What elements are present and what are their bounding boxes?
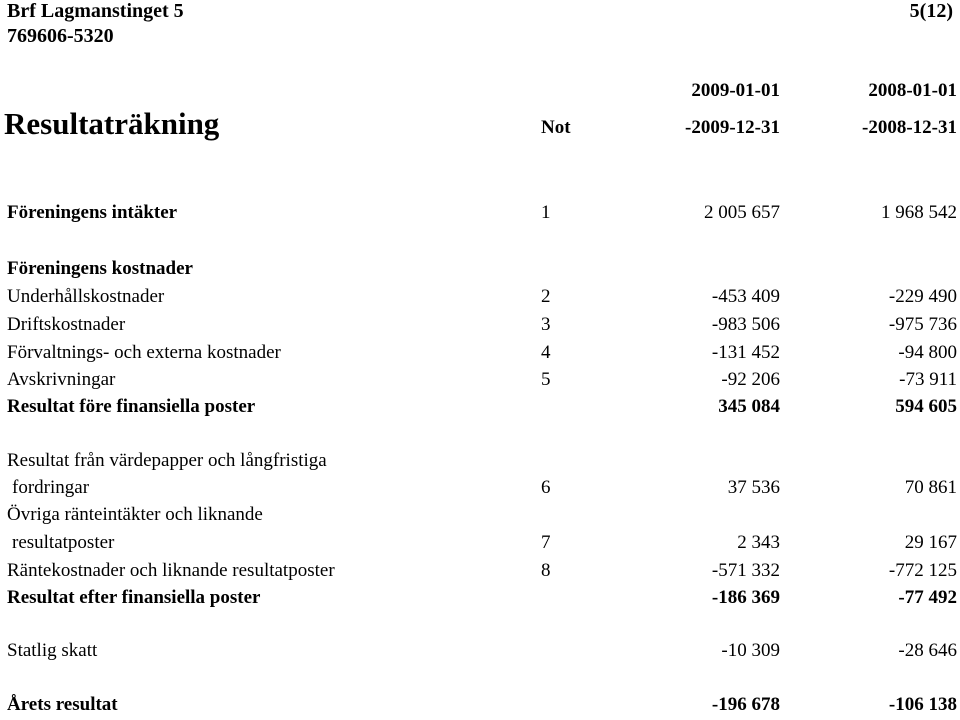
- row-label: Avskrivningar: [7, 369, 116, 390]
- row-value-2009: -10 309: [721, 640, 780, 661]
- row-value-2008: 29 167: [904, 532, 957, 553]
- row-value-2009: -186 369: [711, 587, 780, 608]
- table-row: [0, 532, 960, 558]
- note-column-header: Not: [541, 117, 571, 138]
- table-row: [0, 450, 960, 476]
- row-value-2009: 345 084: [718, 396, 780, 417]
- row-label: Resultat efter finansiella poster: [7, 587, 261, 608]
- row-value-2008: -94 800: [898, 342, 957, 363]
- row-value-2009: -131 452: [711, 342, 780, 363]
- row-value-2008: -229 490: [888, 286, 957, 307]
- row-label: Statlig skatt: [7, 640, 98, 661]
- table-row: [0, 342, 960, 368]
- row-value-2008: -975 736: [888, 314, 957, 335]
- table-row: [0, 314, 960, 340]
- row-label: Resultat från värdepapper och långfristiga: [7, 450, 327, 471]
- table-row: [0, 504, 960, 530]
- table-row: [0, 258, 960, 284]
- row-note: 3: [541, 314, 551, 335]
- row-value-2009: 37 536: [727, 477, 780, 498]
- table-row: [0, 694, 960, 720]
- org-number: 769606-5320: [7, 25, 114, 47]
- page-title: Resultaträkning: [4, 106, 220, 141]
- row-label: Räntekostnader och liknande resultatposter: [7, 560, 335, 581]
- period1-from: 2009-01-01: [691, 80, 780, 101]
- row-value-2009: 2 343: [737, 532, 780, 553]
- row-label: Övriga ränteintäkter och liknande: [7, 504, 263, 525]
- period2-from: 2008-01-01: [868, 80, 957, 101]
- row-label: Underhållskostnader: [7, 286, 165, 307]
- period2-to: -2008-12-31: [862, 117, 957, 138]
- row-label: Föreningens kostnader: [7, 258, 193, 279]
- row-label: Förvaltnings- och externa kostnader: [7, 342, 281, 363]
- row-value-2009: 2 005 657: [704, 202, 780, 223]
- row-value-2009: -196 678: [711, 694, 780, 715]
- row-value-2008: -106 138: [888, 694, 957, 715]
- table-row: [0, 202, 960, 228]
- page-number: 5(12): [909, 0, 953, 22]
- row-note: 6: [541, 477, 551, 498]
- row-note: 2: [541, 286, 551, 307]
- row-label: Årets resultat: [7, 694, 118, 715]
- company-name: Brf Lagmanstinget 5: [7, 0, 184, 22]
- table-row: [0, 396, 960, 422]
- period1-to: -2009-12-31: [685, 117, 780, 138]
- row-value-2008: -28 646: [898, 640, 957, 661]
- row-value-2008: 70 861: [904, 477, 957, 498]
- row-value-2008: -73 911: [899, 369, 957, 390]
- row-note: 7: [541, 532, 551, 553]
- table-row: [0, 587, 960, 613]
- table-row: [0, 640, 960, 666]
- row-value-2008: -77 492: [898, 587, 957, 608]
- table-row: [0, 286, 960, 312]
- row-value-2008: -772 125: [888, 560, 957, 581]
- row-value-2008: 1 968 542: [881, 202, 957, 223]
- row-value-2009: -983 506: [711, 314, 780, 335]
- row-note: 8: [541, 560, 551, 581]
- row-value-2009: -453 409: [711, 286, 780, 307]
- table-row: [0, 477, 960, 503]
- row-label: Resultat före finansiella poster: [7, 396, 256, 417]
- row-note: 5: [541, 369, 551, 390]
- row-note: 1: [541, 202, 551, 223]
- row-label: Föreningens intäkter: [7, 202, 178, 223]
- row-label: Driftskostnader: [7, 314, 126, 335]
- row-label: resultatposter: [12, 532, 115, 553]
- row-value-2009: -571 332: [711, 560, 780, 581]
- row-value-2009: -92 206: [721, 369, 780, 390]
- row-note: 4: [541, 342, 551, 363]
- row-label: fordringar: [12, 477, 90, 498]
- row-value-2008: 594 605: [895, 396, 957, 417]
- table-row: [0, 560, 960, 586]
- table-row: [0, 369, 960, 395]
